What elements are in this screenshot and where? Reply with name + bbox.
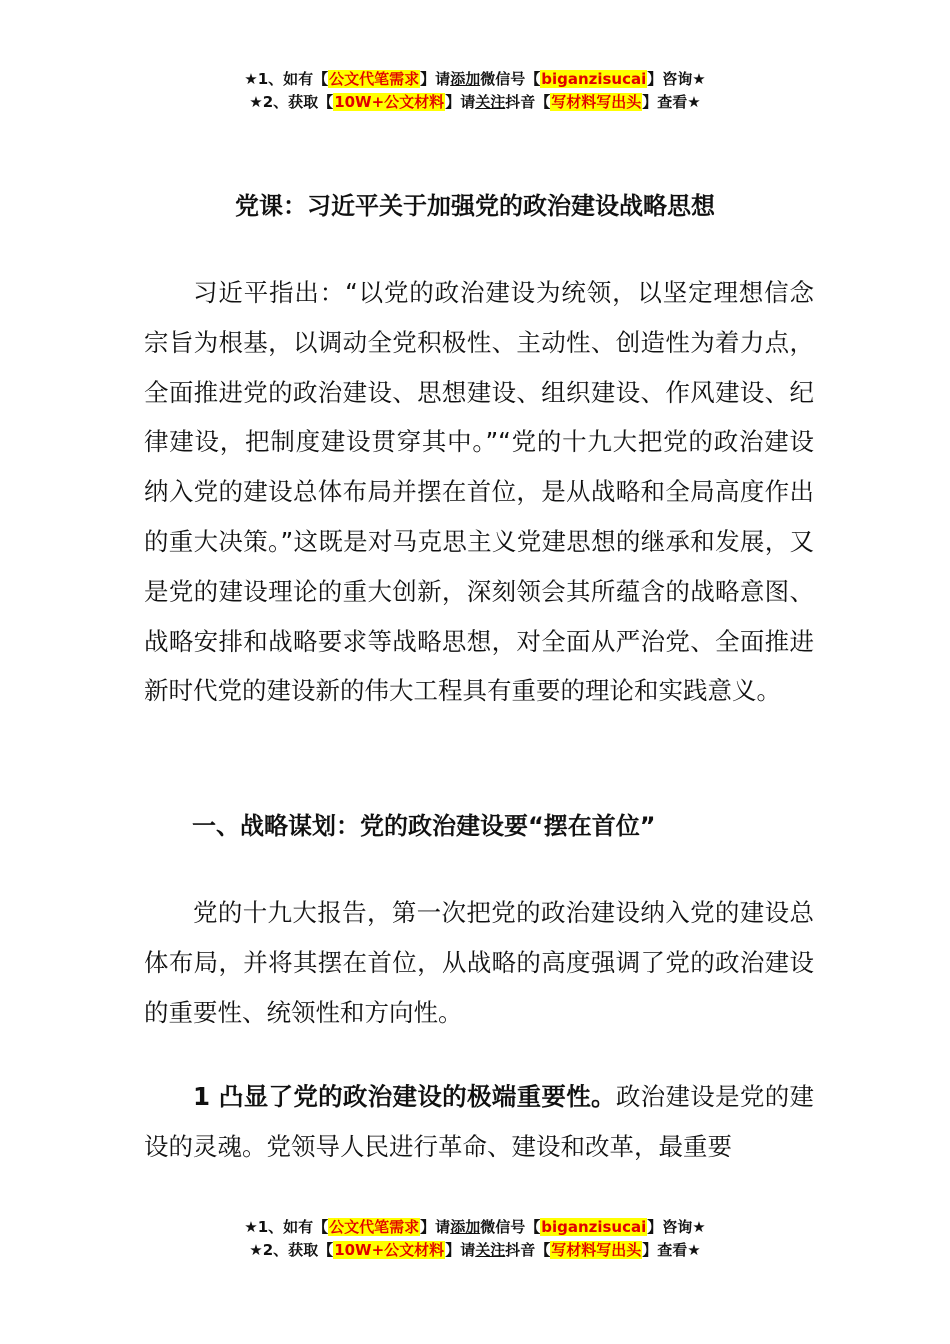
banner-text: ★2、获取【 bbox=[249, 1241, 334, 1259]
banner-text: 】咨询★ bbox=[647, 1218, 706, 1236]
banner-highlight: 写材料写出头 bbox=[551, 1241, 642, 1259]
banner-text: 】查看★ bbox=[642, 1241, 701, 1259]
banner-text: 】请 bbox=[420, 1218, 451, 1236]
section-heading: 一、战略谋划：党的政治建设要“摆在首位” bbox=[192, 812, 656, 840]
banner-highlight: 10W+公文材料 bbox=[334, 1241, 445, 1259]
banner-underline: 添加 bbox=[450, 1218, 481, 1236]
section-body bbox=[144, 888, 814, 1037]
banner-text: ★2、获取【 bbox=[249, 93, 334, 111]
banner-text: 】请 bbox=[445, 1241, 476, 1259]
point-paragraph bbox=[144, 1072, 814, 1172]
banner-text: ★1、如有【 bbox=[244, 70, 329, 88]
banner-text: 】请 bbox=[445, 93, 476, 111]
point-text: 政治建设是党的建设的灵魂。党领导人民进行革命、建设和改革，最重要 bbox=[144, 1082, 815, 1161]
banner-highlight: 写材料写出头 bbox=[551, 93, 642, 111]
footer-banner bbox=[0, 1216, 950, 1262]
banner-text: 】请 bbox=[420, 70, 451, 88]
banner-underline: 关注 bbox=[475, 1241, 506, 1259]
intro-section bbox=[144, 268, 814, 716]
banner-underline: 关注 bbox=[475, 93, 506, 111]
banner-text: 】咨询★ bbox=[647, 70, 706, 88]
banner-line-2 bbox=[0, 1239, 950, 1262]
point-section bbox=[144, 1072, 814, 1172]
banner-text: 抖音【 bbox=[505, 1241, 551, 1259]
banner-highlight: 公文代笔需求 bbox=[329, 1218, 420, 1236]
banner-text: ★1、如有【 bbox=[244, 1218, 329, 1236]
banner-line-1 bbox=[0, 1216, 950, 1239]
banner-line-2 bbox=[0, 91, 950, 114]
point-heading: 1 凸显了党的政治建设的极端重要性。 bbox=[193, 1082, 616, 1111]
banner-highlight: 公文代笔需求 bbox=[329, 70, 420, 88]
banner-text: 微信号【 bbox=[480, 1218, 541, 1236]
section-paragraph: 党的十九大报告，第一次把党的政治建设纳入党的建设总体布局，并将其摆在首位，从战略的高度强调了党的政治建设的重要性、统领性和方向性。 bbox=[144, 898, 814, 1027]
banner-highlight: 10W+公文材料 bbox=[334, 93, 445, 111]
intro-paragraph: 习近平指出：“以党的政治建设为统领，以坚定理想信念宗旨为根基，以调动全党积极性、主动性、创造性为着力点，全面推进党的政治建设、思想建设、组织建设、作风建设、纪律建设，把制度建设贯穿其中。”“党的十九大把党的政治建设纳入党的建设总体布局并摆在首位，是从战略和全局高度作出的重大决策。”这既是对马克思主义党建思想的继承和发展，又是党的建设理论的重大创新，深刻领会其所蕴含的战略意图、战略安排和战略要求等战略思想，对全面从严治党、全面推进新时代党的建设新的伟大工程具有重要的理论和实践意义。 bbox=[144, 278, 814, 706]
document-title: 党课：习近平关于加强党的政治建设战略思想 bbox=[235, 192, 715, 220]
banner-text: 抖音【 bbox=[505, 93, 551, 111]
banner-text: 微信号【 bbox=[480, 70, 541, 88]
banner-line-1 bbox=[0, 68, 950, 91]
header-banner bbox=[0, 68, 950, 114]
banner-text: 】查看★ bbox=[642, 93, 701, 111]
banner-highlight: biganzisucai bbox=[541, 1218, 647, 1236]
banner-highlight: biganzisucai bbox=[541, 70, 647, 88]
banner-underline: 添加 bbox=[450, 70, 481, 88]
